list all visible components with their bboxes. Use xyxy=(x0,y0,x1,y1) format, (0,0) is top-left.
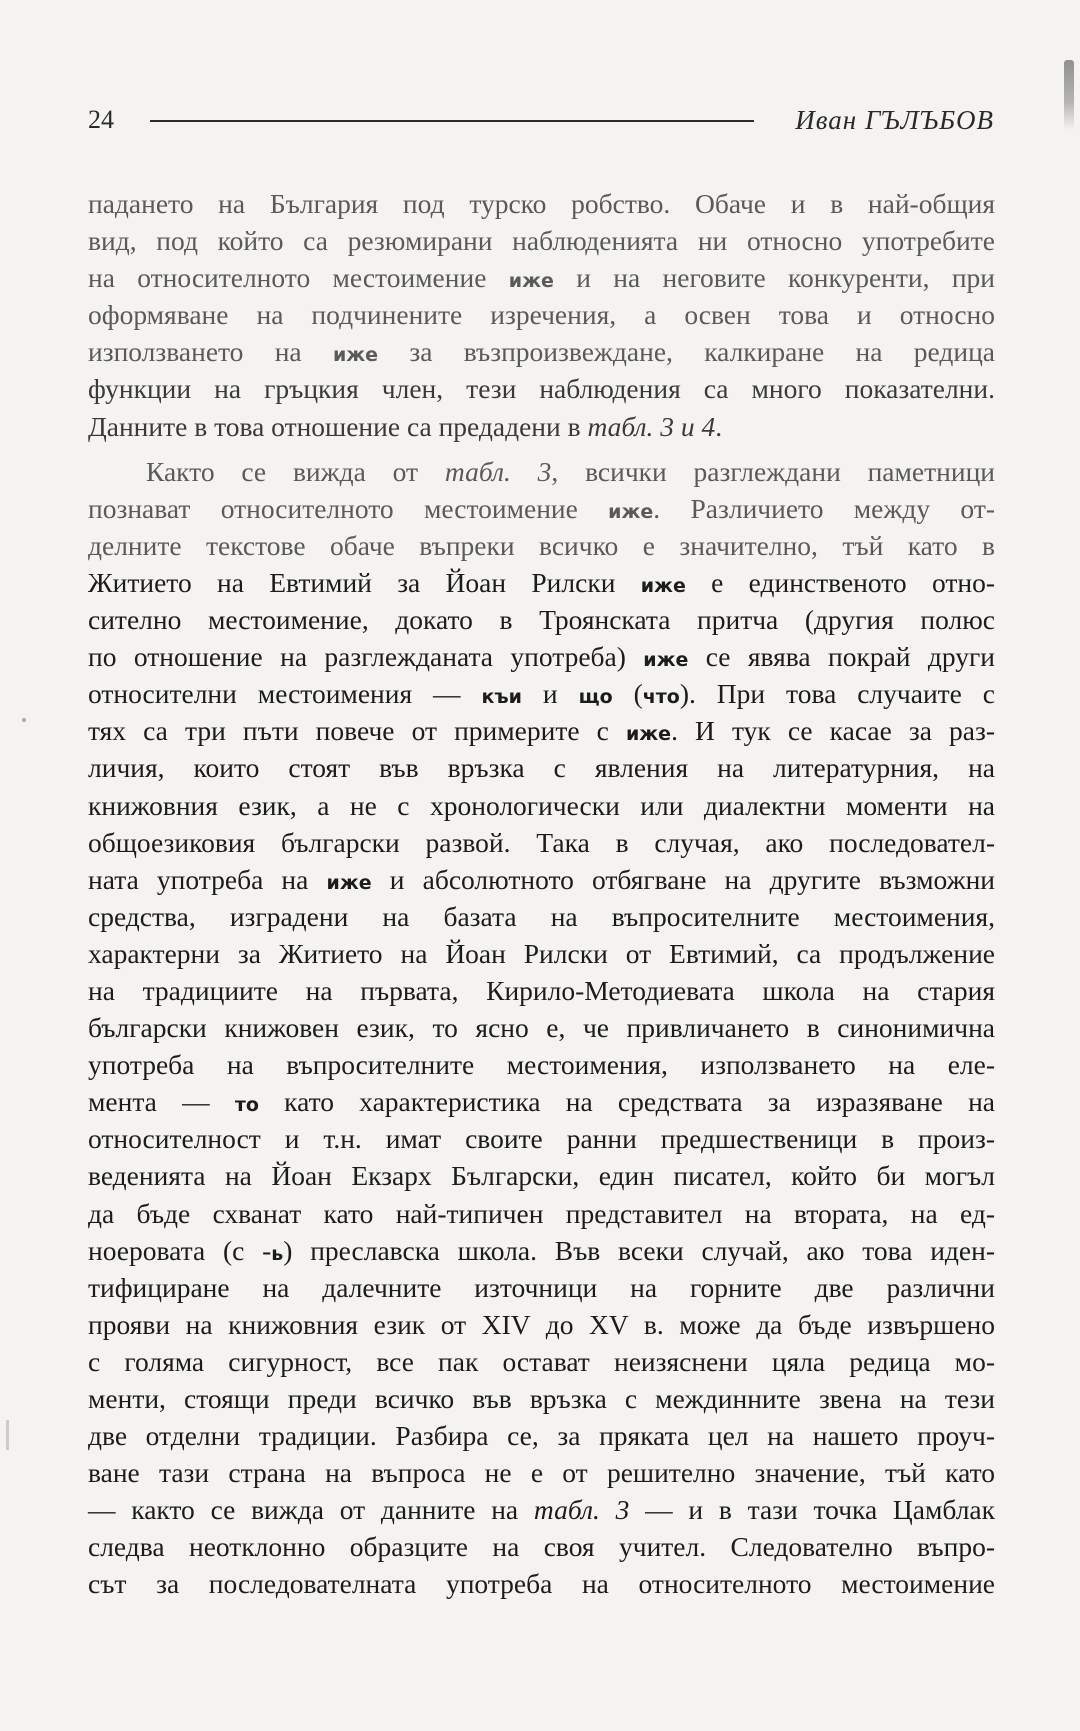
scan-speck xyxy=(6,1420,9,1450)
text-line: оформяване на подчинените изречения, а освен това и относно xyxy=(88,299,995,331)
slavonic-word: иже xyxy=(640,574,686,597)
slavonic-letter: ь xyxy=(271,1242,284,1265)
text-line: Данните в това отношение са предадени в табл. 3 и 4. xyxy=(88,410,723,442)
header-rule xyxy=(150,120,754,122)
text-line: на традициите на първата, Кирило-Методиевата школа на стария xyxy=(88,974,995,1006)
running-head: Иван ГЪЛЪБОВ xyxy=(795,105,994,135)
scan-margin-mark xyxy=(1064,60,1074,130)
text-line: общоезиковия български развой. Така в случая, ако последовател- xyxy=(88,826,995,858)
text-line: относителни местоимения — къи и що (что). При това случаите с xyxy=(88,678,996,710)
page-number: 24 xyxy=(88,105,114,134)
text-line: личия, които стоят във връзка с явления на литературния, на xyxy=(88,752,995,784)
text-line: по отношение на разглежданата употреба) иже се явява покрай други xyxy=(88,641,996,673)
text-line: следва неотклонно образците на своя учител. Следователно въпро- xyxy=(88,1531,995,1563)
slavonic-word: иже xyxy=(332,344,379,367)
text-line: Както се вижда от табл. 3, всички разглеждани паметници xyxy=(146,455,996,487)
text-line: познават относителното местоимение иже. Различието между от- xyxy=(88,492,995,524)
slavonic-word: что xyxy=(642,686,680,709)
text-line: ноеровата (с -ь) преславска школа. Във всеки случай, ако това иден- xyxy=(88,1234,995,1266)
text-line: ната употреба на иже и абсолютното отбягване на другите възможни xyxy=(88,863,996,895)
page-header xyxy=(88,100,994,140)
text-line: две отделни традиции. Разбира се, за пряката цел на нашето проуч- xyxy=(88,1420,995,1452)
text-line: тях са три пъти повече от примерите с иже. И тук се касае за раз- xyxy=(88,715,995,747)
text-line: използването на иже за възпроизвеждане, калкиране на редица xyxy=(88,336,995,368)
text-line: книжовния език, а не с хронологически или диалектни моменти на xyxy=(88,789,995,821)
text-line: — както се вижда от данните на табл. 3 — и в тази точка Цамблак xyxy=(88,1494,995,1526)
text-line: делните текстове обаче въпреки всичко е значително, тъй като в xyxy=(88,529,995,561)
text-line: Житието на Евтимий за Йоан Рилски иже е единственото отно- xyxy=(88,566,996,598)
slavonic-word: то xyxy=(234,1094,259,1117)
slavonic-word: къи xyxy=(481,686,522,709)
text-line: с голяма сигурност, все пак остават неизяснени цяла редица мо- xyxy=(88,1345,995,1377)
text-line: падането на България под турско робство. Обаче и в най-общия xyxy=(88,188,995,219)
slavonic-word: що xyxy=(578,686,613,709)
text-line: прояви на книжовния език от XIV до XV в. може да бъде извършено xyxy=(88,1308,995,1340)
text-line: сително местоимение, докато в Троянската притча (другия полюс xyxy=(88,604,995,636)
slavonic-word: иже xyxy=(643,649,689,672)
scan-speck xyxy=(22,718,26,722)
table-reference: табл. 3 и 4 xyxy=(587,410,716,442)
text-line: относителност и т.н. имат своите ранни предшественици в произ- xyxy=(88,1123,995,1155)
paragraph-gap xyxy=(88,445,995,453)
table-reference: табл. 3 xyxy=(533,1494,630,1526)
paragraph-1 xyxy=(88,185,995,445)
text-line: употреба на въпросителните местоимения, използването на еле- xyxy=(88,1049,995,1081)
slavonic-word: иже xyxy=(508,270,554,293)
text-line: мента — то като характеристика на средствата за изразяване на xyxy=(88,1086,996,1118)
text-line: менти, стоящи преди всичко във връзка с междинните звена на тези xyxy=(88,1383,995,1414)
text-line: на относителното местоимение иже и на неговите конкуренти, при xyxy=(88,262,996,294)
text-line: средства, изградени на базата на въпросителните местоимения, xyxy=(88,900,995,932)
paragraph-2 xyxy=(88,453,995,1603)
text-line: ване тази страна на въпроса не е от решително значение, тъй като xyxy=(88,1457,995,1489)
table-reference: табл. 3 xyxy=(444,455,552,487)
text-line: вид, под който са резюмирани наблюденията ни относно употребите xyxy=(88,225,995,257)
text-line: веденията на Йоан Екзарх Български, един писател, който би могъл xyxy=(88,1160,995,1192)
slavonic-word: иже xyxy=(608,500,654,523)
text-line: български книжовен език, то ясно е, че привличането в синонимична xyxy=(88,1012,995,1044)
slavonic-word: иже xyxy=(625,723,672,746)
body-text xyxy=(88,185,995,1603)
slavonic-word: иже xyxy=(326,871,372,894)
text-line: тифициране на далечните източници на горните две различни xyxy=(88,1271,995,1303)
text-line: характерни за Житието на Йоан Рилски от Евтимий, са продължение xyxy=(88,937,995,969)
text-line: сът за последователната употреба на относителното местоимение xyxy=(88,1568,995,1600)
text-line: функции на гръцкия член, тези наблюдения са много показателни. xyxy=(88,373,995,405)
text-line: да бъде схванат като най-типичен представител на втората, на ед- xyxy=(88,1197,995,1229)
